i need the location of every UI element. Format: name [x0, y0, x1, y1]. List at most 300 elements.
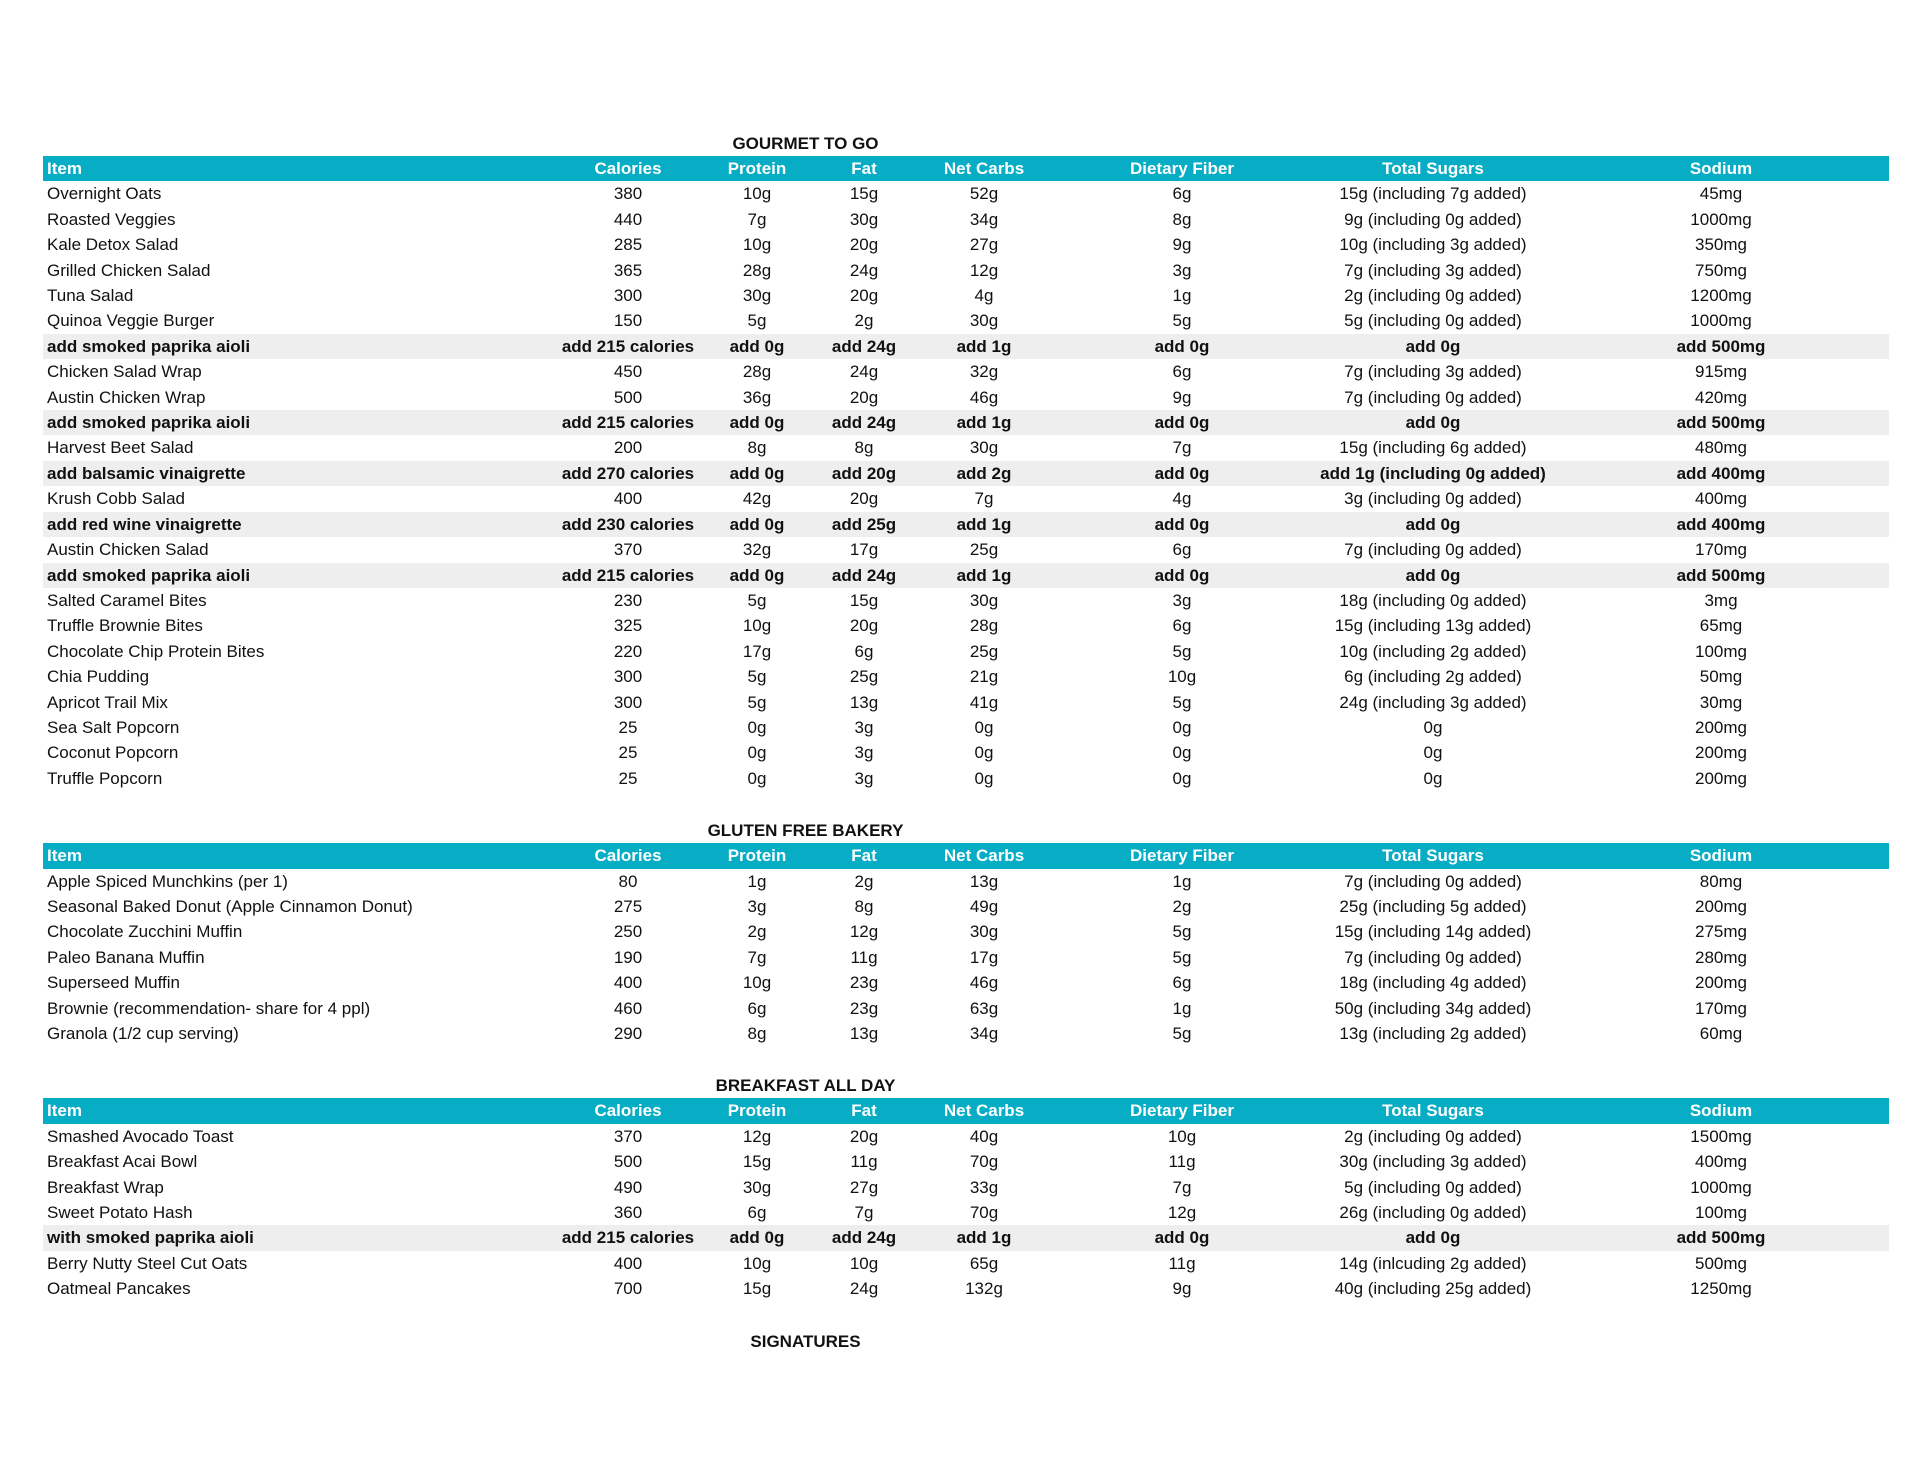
cell-dietary-fiber: 3g: [1172, 260, 1192, 280]
cell-dietary-fiber: 6g: [1172, 540, 1192, 560]
table-row: [43, 385, 1889, 410]
cell-calories: 290: [613, 1024, 643, 1043]
cell-sodium: 100mg: [1695, 1203, 1747, 1223]
cell-fat: 12g: [849, 922, 879, 942]
cell-sodium: 1250mg: [1690, 1279, 1752, 1299]
cell-sodium: add 500mg: [1553, 410, 1889, 435]
cell-item: Oatmeal Pancakes: [47, 1279, 191, 1299]
cell-total-sugars: 7g (including 0g added): [1344, 387, 1522, 407]
cell-fat: add 24g: [811, 1225, 917, 1250]
cell-calories: 250: [613, 922, 643, 942]
cell-fat: 20g: [849, 286, 879, 306]
table-row: [43, 690, 1889, 715]
cell-dietary-fiber: 1g: [1172, 286, 1192, 306]
cell-fat: add 24g: [811, 334, 917, 359]
cell-fat: 11g: [850, 1152, 878, 1172]
table-row: [43, 1124, 1889, 1149]
cell-protein: add 0g: [703, 410, 811, 435]
cell-protein: 30g: [742, 286, 772, 306]
cell-total-sugars: 7g (including 0g added): [1344, 540, 1522, 560]
table-row: [43, 894, 1889, 919]
cell-dietary-fiber: add 0g: [1051, 512, 1313, 537]
cell-sodium: 65mg: [1699, 616, 1743, 636]
cell-net-carbs: 28g: [969, 616, 999, 636]
cell-fat: 3g: [854, 743, 874, 763]
cell-dietary-fiber: 11g: [1168, 1152, 1196, 1172]
cell-item: Chia Pudding: [47, 667, 150, 687]
cell-calories: 25: [618, 743, 638, 763]
cell-dietary-fiber: 9g: [1172, 235, 1192, 255]
cell-item: Berry Nutty Steel Cut Oats: [47, 1253, 248, 1273]
cell-dietary-fiber: 5g: [1172, 922, 1192, 942]
cell-net-carbs: 25g: [969, 641, 999, 661]
cell-dietary-fiber: 2g: [1172, 896, 1192, 916]
cell-fat: 3g: [854, 717, 874, 737]
cell-dietary-fiber: 0g: [1172, 717, 1192, 737]
cell-net-carbs: 132g: [965, 1279, 1003, 1299]
cell-protein: 7g: [747, 947, 767, 967]
table-row: [43, 435, 1889, 460]
cell-total-sugars: add 0g: [1313, 563, 1553, 588]
cell-total-sugars: 15g (including 14g added): [1334, 922, 1532, 942]
cell-protein: 5g: [747, 692, 767, 712]
cell-dietary-fiber: 4g: [1172, 489, 1192, 509]
cell-dietary-fiber: 7g: [1172, 1177, 1192, 1197]
cell-calories: 490: [613, 1177, 643, 1197]
cell-fat: 20g: [849, 1126, 879, 1146]
column-header-protein: Protein: [703, 843, 811, 868]
column-header-dietary-fiber: Dietary Fiber: [1051, 1098, 1313, 1123]
cell-net-carbs: 12g: [969, 260, 999, 280]
cell-total-sugars: 0g: [1423, 743, 1443, 763]
cell-total-sugars: 9g (including 0g added): [1344, 209, 1522, 229]
cell-protein: 0g: [747, 768, 767, 788]
cell-protein: 10g: [742, 973, 772, 993]
column-header-item: Item: [43, 1098, 553, 1123]
table-row: [43, 359, 1889, 384]
cell-protein: 8g: [747, 1024, 767, 1043]
cell-dietary-fiber: 5g: [1172, 641, 1192, 661]
table-row: [43, 1149, 1889, 1174]
table-row: [43, 232, 1889, 257]
cell-fat: add 25g: [811, 512, 917, 537]
column-header-fat: Fat: [811, 1098, 917, 1123]
cell-dietary-fiber: 6g: [1172, 362, 1192, 382]
cell-fat: 30g: [849, 209, 879, 229]
cell-calories: 275: [613, 896, 643, 916]
cell-dietary-fiber: 5g: [1172, 947, 1192, 967]
table-row: [43, 1276, 1889, 1301]
nutrition-table: [43, 1098, 1889, 1301]
table-row: [43, 1251, 1889, 1276]
cell-protein: 28g: [742, 362, 772, 382]
cell-item: Granola (1/2 cup serving): [47, 1024, 239, 1043]
section-title-text: BREAKFAST ALL DAY: [715, 1076, 896, 1096]
nutrition-sheet: [43, 130, 1889, 1354]
cell-total-sugars: 26g (including 0g added): [1339, 1203, 1527, 1223]
addon-row: [43, 563, 1889, 588]
cell-total-sugars: 7g (including 0g added): [1344, 947, 1522, 967]
cell-protein: 8g: [747, 438, 767, 458]
cell-dietary-fiber: 1g: [1172, 998, 1192, 1018]
cell-calories: 365: [613, 260, 643, 280]
cell-net-carbs: add 1g: [917, 563, 1051, 588]
cell-dietary-fiber: 9g: [1172, 1279, 1192, 1299]
column-header-total-sugars: Total Sugars: [1313, 1098, 1553, 1123]
cell-sodium: 60mg: [1699, 1024, 1743, 1043]
cell-item: Seasonal Baked Donut (Apple Cinnamon Donut): [47, 896, 413, 916]
cell-fat: 2g: [854, 871, 874, 891]
section-title: [43, 817, 1889, 843]
cell-dietary-fiber: 9g: [1172, 387, 1192, 407]
cell-net-carbs: 65g: [969, 1253, 999, 1273]
cell-net-carbs: 46g: [969, 387, 999, 407]
table-row: [43, 613, 1889, 638]
cell-protein: 3g: [747, 896, 767, 916]
cell-sodium: 170mg: [1695, 998, 1747, 1018]
column-header-calories: Calories: [553, 156, 703, 181]
cell-protein: 10g: [742, 184, 772, 204]
cell-total-sugars: 2g (including 0g added): [1344, 1126, 1522, 1146]
cell-fat: 6g: [854, 641, 874, 661]
cell-fat: 27g: [849, 1177, 879, 1197]
cell-net-carbs: 0g: [974, 768, 994, 788]
cell-item: Austin Chicken Salad: [47, 540, 209, 560]
cell-sodium: 100mg: [1695, 641, 1747, 661]
cell-net-carbs: 21g: [969, 667, 999, 687]
cell-fat: 11g: [850, 947, 878, 967]
table-row: [43, 715, 1889, 740]
cell-protein: add 0g: [703, 512, 811, 537]
cell-fat: 13g: [849, 1024, 879, 1043]
cell-net-carbs: 30g: [969, 311, 999, 331]
cell-total-sugars: 15g (including 13g added): [1334, 616, 1532, 636]
cell-net-carbs: 63g: [969, 998, 999, 1018]
cell-calories: 460: [613, 998, 643, 1018]
cell-net-carbs: 33g: [969, 1177, 999, 1197]
cell-net-carbs: add 1g: [917, 410, 1051, 435]
cell-net-carbs: add 1g: [917, 334, 1051, 359]
cell-sodium: 50mg: [1699, 667, 1743, 687]
cell-total-sugars: 13g (including 2g added): [1339, 1024, 1527, 1043]
cell-sodium: 200mg: [1695, 743, 1747, 763]
column-header-sodium: Sodium: [1553, 843, 1889, 868]
cell-item: add smoked paprika aioli: [43, 334, 553, 359]
cell-calories: 300: [613, 286, 643, 306]
cell-fat: 23g: [849, 998, 879, 1018]
cell-item: Apricot Trail Mix: [47, 692, 168, 712]
nutrition-table: [43, 843, 1889, 1046]
cell-dietary-fiber: 0g: [1172, 768, 1192, 788]
cell-net-carbs: 25g: [969, 540, 999, 560]
cell-fat: 17g: [849, 540, 879, 560]
header-row: [43, 156, 1889, 181]
cell-protein: 5g: [747, 311, 767, 331]
section-title-text: SIGNATURES: [750, 1331, 861, 1351]
column-header-dietary-fiber: Dietary Fiber: [1051, 843, 1313, 868]
table-row: [43, 181, 1889, 206]
section-title-signatures: [43, 1328, 1889, 1354]
cell-item: Overnight Oats: [47, 184, 162, 204]
cell-dietary-fiber: 6g: [1172, 616, 1192, 636]
cell-protein: 15g: [742, 1279, 772, 1299]
table-row: [43, 1200, 1889, 1225]
column-header-protein: Protein: [703, 1098, 811, 1123]
cell-fat: 20g: [849, 616, 879, 636]
cell-calories: 80: [618, 871, 638, 891]
cell-net-carbs: 46g: [969, 973, 999, 993]
cell-sodium: 500mg: [1695, 1253, 1747, 1273]
header-row: [43, 1098, 1889, 1123]
cell-sodium: 750mg: [1695, 260, 1747, 280]
addon-row: [43, 512, 1889, 537]
cell-calories: 25: [618, 768, 638, 788]
cell-protein: 10g: [742, 616, 772, 636]
cell-sodium: 1500mg: [1690, 1126, 1752, 1146]
cell-net-carbs: 34g: [969, 209, 999, 229]
cell-fat: 20g: [849, 387, 879, 407]
cell-net-carbs: 30g: [969, 438, 999, 458]
cell-item: Kale Detox Salad: [47, 235, 179, 255]
table-row: [43, 945, 1889, 970]
cell-dietary-fiber: 8g: [1172, 209, 1192, 229]
cell-calories: 500: [613, 1152, 643, 1172]
cell-dietary-fiber: add 0g: [1051, 334, 1313, 359]
cell-calories: 150: [613, 311, 643, 331]
cell-item: Chicken Salad Wrap: [47, 362, 202, 382]
cell-protein: 2g: [747, 922, 767, 942]
section-title: [43, 130, 1889, 156]
cell-item: Breakfast Wrap: [47, 1177, 164, 1197]
cell-total-sugars: 0g: [1423, 768, 1443, 788]
cell-item: Superseed Muffin: [47, 973, 180, 993]
cell-total-sugars: 30g (including 3g added): [1339, 1152, 1527, 1172]
cell-item: Sweet Potato Hash: [47, 1203, 193, 1223]
cell-fat: 8g: [854, 896, 874, 916]
cell-net-carbs: 70g: [969, 1203, 999, 1223]
cell-item: Chocolate Chip Protein Bites: [47, 641, 265, 661]
table-row: [43, 258, 1889, 283]
cell-sodium: 170mg: [1695, 540, 1747, 560]
cell-total-sugars: 14g (inlcuding 2g added): [1339, 1253, 1527, 1273]
cell-fat: 13g: [849, 692, 879, 712]
cell-net-carbs: 30g: [969, 590, 999, 610]
cell-sodium: 1200mg: [1690, 286, 1752, 306]
cell-sodium: 1000mg: [1690, 209, 1752, 229]
cell-protein: add 0g: [703, 1225, 811, 1250]
column-header-total-sugars: Total Sugars: [1313, 843, 1553, 868]
cell-fat: 15g: [849, 184, 879, 204]
cell-calories: 230: [613, 590, 643, 610]
cell-fat: 20g: [849, 235, 879, 255]
cell-dietary-fiber: add 0g: [1051, 410, 1313, 435]
cell-sodium: 480mg: [1695, 438, 1747, 458]
table-row: [43, 486, 1889, 511]
cell-item: Breakfast Acai Bowl: [47, 1152, 198, 1172]
cell-calories: 380: [613, 184, 643, 204]
cell-dietary-fiber: 10g: [1167, 667, 1197, 687]
cell-dietary-fiber: 5g: [1172, 692, 1192, 712]
cell-dietary-fiber: add 0g: [1051, 563, 1313, 588]
cell-dietary-fiber: 5g: [1172, 1024, 1192, 1043]
cell-item: add smoked paprika aioli: [43, 563, 553, 588]
cell-fat: 7g: [854, 1203, 874, 1223]
cell-item: Salted Caramel Bites: [47, 590, 207, 610]
cell-fat: 8g: [854, 438, 874, 458]
cell-fat: 25g: [849, 667, 879, 687]
cell-total-sugars: 7g (including 3g added): [1344, 260, 1522, 280]
cell-calories: 400: [613, 1253, 643, 1273]
cell-sodium: add 400mg: [1553, 512, 1889, 537]
cell-calories: 450: [613, 362, 643, 382]
cell-protein: 10g: [742, 235, 772, 255]
cell-item: Harvest Beet Salad: [47, 438, 194, 458]
cell-net-carbs: 17g: [969, 947, 999, 967]
cell-total-sugars: 15g (including 7g added): [1339, 184, 1527, 204]
cell-total-sugars: 7g (including 3g added): [1344, 362, 1522, 382]
cell-protein: 30g: [742, 1177, 772, 1197]
table-row: [43, 996, 1889, 1021]
cell-net-carbs: 40g: [969, 1126, 999, 1146]
cell-calories: 700: [613, 1279, 643, 1299]
cell-calories: 500: [613, 387, 643, 407]
cell-fat: 3g: [854, 768, 874, 788]
cell-sodium: add 400mg: [1553, 461, 1889, 486]
column-header-net-carbs: Net Carbs: [917, 843, 1051, 868]
cell-protein: 12g: [742, 1126, 772, 1146]
cell-protein: 1g: [747, 871, 767, 891]
column-header-net-carbs: Net Carbs: [917, 156, 1051, 181]
cell-dietary-fiber: add 0g: [1051, 461, 1313, 486]
cell-fat: add 20g: [811, 461, 917, 486]
cell-protein: 36g: [742, 387, 772, 407]
cell-calories: 25: [618, 717, 638, 737]
cell-protein: 5g: [747, 590, 767, 610]
cell-fat: 23g: [849, 973, 879, 993]
table-row: [43, 207, 1889, 232]
cell-total-sugars: 25g (including 5g added): [1339, 896, 1527, 916]
header-row: [43, 843, 1889, 868]
cell-protein: 0g: [747, 717, 767, 737]
column-header-sodium: Sodium: [1553, 156, 1889, 181]
cell-sodium: 915mg: [1695, 362, 1747, 382]
cell-calories: 190: [613, 947, 643, 967]
table-row: [43, 537, 1889, 562]
cell-item: Roasted Veggies: [47, 209, 176, 229]
cell-protein: 32g: [742, 540, 772, 560]
table-row: [43, 970, 1889, 995]
cell-net-carbs: 30g: [969, 922, 999, 942]
cell-item: Paleo Banana Muffin: [47, 947, 205, 967]
cell-item: Sea Salt Popcorn: [47, 717, 180, 737]
table-row: [43, 1021, 1889, 1046]
cell-sodium: 280mg: [1695, 947, 1747, 967]
cell-protein: 6g: [747, 1203, 767, 1223]
cell-item: Brownie (recommendation- share for 4 ppl): [47, 998, 371, 1018]
cell-fat: 15g: [849, 590, 879, 610]
cell-calories: 285: [613, 235, 643, 255]
cell-total-sugars: 2g (including 0g added): [1344, 286, 1522, 306]
addon-row: [43, 334, 1889, 359]
cell-protein: 42g: [742, 489, 772, 509]
cell-protein: 28g: [742, 260, 772, 280]
table-row: [43, 308, 1889, 333]
cell-total-sugars: 3g (including 0g added): [1344, 489, 1522, 509]
cell-calories: 360: [613, 1203, 643, 1223]
cell-sodium: 200mg: [1695, 717, 1747, 737]
cell-calories: 370: [613, 1126, 643, 1146]
cell-net-carbs: 0g: [974, 743, 994, 763]
section-title: [43, 1072, 1889, 1098]
cell-sodium: 30mg: [1699, 692, 1743, 712]
cell-fat: 24g: [849, 362, 879, 382]
table-row: [43, 869, 1889, 894]
section-spacer: [43, 1302, 1889, 1328]
cell-total-sugars: 15g (including 6g added): [1339, 438, 1527, 458]
cell-net-carbs: 41g: [969, 692, 999, 712]
cell-calories: add 215 calories: [553, 563, 703, 588]
table-row: [43, 1175, 1889, 1200]
cell-dietary-fiber: 7g: [1172, 438, 1192, 458]
cell-calories: 400: [613, 973, 643, 993]
cell-protein: 15g: [742, 1152, 772, 1172]
column-header-item: Item: [43, 156, 553, 181]
cell-sodium: add 500mg: [1553, 563, 1889, 588]
cell-net-carbs: add 1g: [917, 1225, 1051, 1250]
cell-item: Chocolate Zucchini Muffin: [47, 922, 243, 942]
cell-fat: 2g: [854, 311, 874, 331]
column-header-dietary-fiber: Dietary Fiber: [1051, 156, 1313, 181]
addon-row: [43, 410, 1889, 435]
cell-protein: 17g: [742, 641, 772, 661]
cell-net-carbs: 49g: [969, 896, 999, 916]
cell-protein: 10g: [742, 1253, 772, 1273]
cell-calories: add 215 calories: [553, 334, 703, 359]
cell-calories: add 270 calories: [553, 461, 703, 486]
table-row: [43, 766, 1889, 791]
cell-dietary-fiber: 10g: [1167, 1126, 1197, 1146]
cell-item: Coconut Popcorn: [47, 743, 179, 763]
cell-item: Smashed Avocado Toast: [47, 1126, 234, 1146]
cell-calories: 400: [613, 489, 643, 509]
column-header-calories: Calories: [553, 843, 703, 868]
cell-total-sugars: add 0g: [1313, 410, 1553, 435]
cell-sodium: 420mg: [1695, 387, 1747, 407]
table-row: [43, 664, 1889, 689]
cell-calories: 370: [613, 540, 643, 560]
cell-sodium: 275mg: [1695, 922, 1747, 942]
cell-total-sugars: 18g (including 4g added): [1339, 973, 1527, 993]
cell-fat: 10g: [849, 1253, 879, 1273]
cell-total-sugars: 24g (including 3g added): [1339, 692, 1527, 712]
cell-sodium: 400mg: [1695, 1152, 1747, 1172]
cell-sodium: 200mg: [1695, 768, 1747, 788]
section-spacer: [43, 1046, 1889, 1072]
section-title-text: GOURMET TO GO: [732, 134, 879, 153]
cell-protein: add 0g: [703, 563, 811, 588]
cell-sodium: 200mg: [1695, 896, 1747, 916]
cell-fat: 20g: [849, 489, 879, 509]
cell-dietary-fiber: 11g: [1168, 1253, 1196, 1273]
cell-dietary-fiber: 0g: [1172, 743, 1192, 763]
column-header-net-carbs: Net Carbs: [917, 1098, 1051, 1123]
column-header-item: Item: [43, 843, 553, 868]
nutrition-table: [43, 156, 1889, 791]
cell-dietary-fiber: add 0g: [1051, 1225, 1313, 1250]
cell-net-carbs: 4g: [974, 286, 994, 306]
cell-protein: 6g: [747, 998, 767, 1018]
cell-item: with smoked paprika aioli: [43, 1225, 553, 1250]
